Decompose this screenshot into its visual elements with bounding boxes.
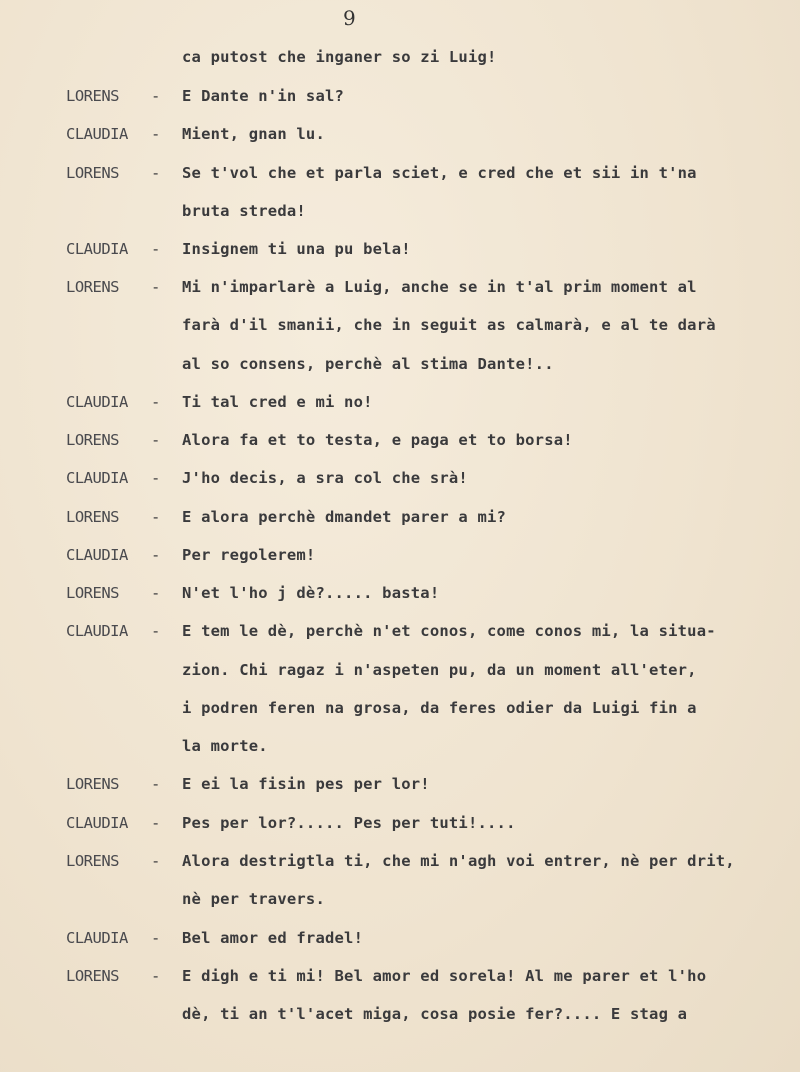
dialogue-text: dè, ti an t'l'acet miga, cosa posie fer?.... E stag a: [182, 1005, 688, 1023]
speaker-name: CLAUDIA: [66, 469, 128, 487]
dialogue-text: i podren feren na grosa, da feres odier da Luigi fin a: [182, 699, 697, 717]
dialogue-text: Mi n'imparlarè a Luig, anche se in t'al prim moment al: [182, 278, 697, 296]
speaker-name: CLAUDIA: [66, 546, 128, 564]
speaker-name: CLAUDIA: [66, 393, 128, 411]
dialogue-text: Ti tal cred e mi no!: [182, 393, 373, 411]
dialogue-text: E tem le dè, perchè n'et conos, come conos mi, la situa-: [182, 622, 716, 640]
speaker-dash: -: [151, 240, 161, 258]
dialogue-text: Mient, gnan lu.: [182, 125, 325, 143]
speaker-dash: -: [151, 546, 161, 564]
dialogue-text: Per regolerem!: [182, 546, 316, 564]
dialogue-text: E digh e ti mi! Bel amor ed sorela! Al me parer et l'ho: [182, 967, 707, 985]
speaker-name: LORENS: [66, 584, 119, 602]
speaker-dash: -: [151, 929, 161, 947]
dialogue-text: nè per travers.: [182, 890, 325, 908]
speaker-dash: -: [151, 852, 161, 870]
speaker-name: LORENS: [66, 775, 119, 793]
speaker-name: CLAUDIA: [66, 622, 128, 640]
speaker-dash: -: [151, 622, 161, 640]
dialogue-text: E ei la fisin pes per lor!: [182, 775, 430, 793]
dialogue-text: Se t'vol che et parla sciet, e cred che et sii in t'na: [182, 164, 697, 182]
speaker-dash: -: [151, 164, 161, 182]
dialogue-text: al so consens, perchè al stima Dante!..: [182, 355, 554, 373]
speaker-dash: -: [151, 87, 161, 105]
speaker-dash: -: [151, 125, 161, 143]
dialogue-text: Alora destrigtla ti, che mi n'agh voi entrer, nè per drit,: [182, 852, 735, 870]
speaker-dash: -: [151, 431, 161, 449]
speaker-name: LORENS: [66, 431, 119, 449]
dialogue-text: bruta streda!: [182, 202, 306, 220]
dialogue-text: Alora fa et to testa, e paga et to borsa!: [182, 431, 573, 449]
speaker-dash: -: [151, 814, 161, 832]
speaker-name: LORENS: [66, 87, 119, 105]
dialogue-text: zion. Chi ragaz i n'aspeten pu, da un moment all'eter,: [182, 661, 697, 679]
dialogue-text: E alora perchè dmandet parer a mi?: [182, 508, 507, 526]
dialogue-text: Bel amor ed fradel!: [182, 929, 364, 947]
speaker-name: LORENS: [66, 852, 119, 870]
dialogue-text: J'ho decis, a sra col che srà!: [182, 469, 468, 487]
dialogue-text: farà d'il smanii, che in seguit as calmarà, e al te darà: [182, 316, 716, 334]
speaker-dash: -: [151, 967, 161, 985]
dialogue-text: Pes per lor?..... Pes per tuti!....: [182, 814, 516, 832]
speaker-name: CLAUDIA: [66, 814, 128, 832]
speaker-name: CLAUDIA: [66, 929, 128, 947]
speaker-name: LORENS: [66, 508, 119, 526]
dialogue-text: la morte.: [182, 737, 268, 755]
speaker-dash: -: [151, 584, 161, 602]
speaker-dash: -: [151, 278, 161, 296]
speaker-name: LORENS: [66, 967, 119, 985]
dialogue-text: Insignem ti una pu bela!: [182, 240, 411, 258]
page-number: 9: [343, 6, 356, 30]
speaker-name: LORENS: [66, 164, 119, 182]
dialogue-text: N'et l'ho j dè?..... basta!: [182, 584, 440, 602]
dialogue-text: E Dante n'in sal?: [182, 87, 345, 105]
dialogue-text: ca putost che inganer so zi Luig!: [182, 48, 497, 66]
speaker-name: CLAUDIA: [66, 125, 128, 143]
speaker-dash: -: [151, 508, 161, 526]
speaker-name: LORENS: [66, 278, 119, 296]
speaker-name: CLAUDIA: [66, 240, 128, 258]
speaker-dash: -: [151, 775, 161, 793]
speaker-dash: -: [151, 393, 161, 411]
speaker-dash: -: [151, 469, 161, 487]
